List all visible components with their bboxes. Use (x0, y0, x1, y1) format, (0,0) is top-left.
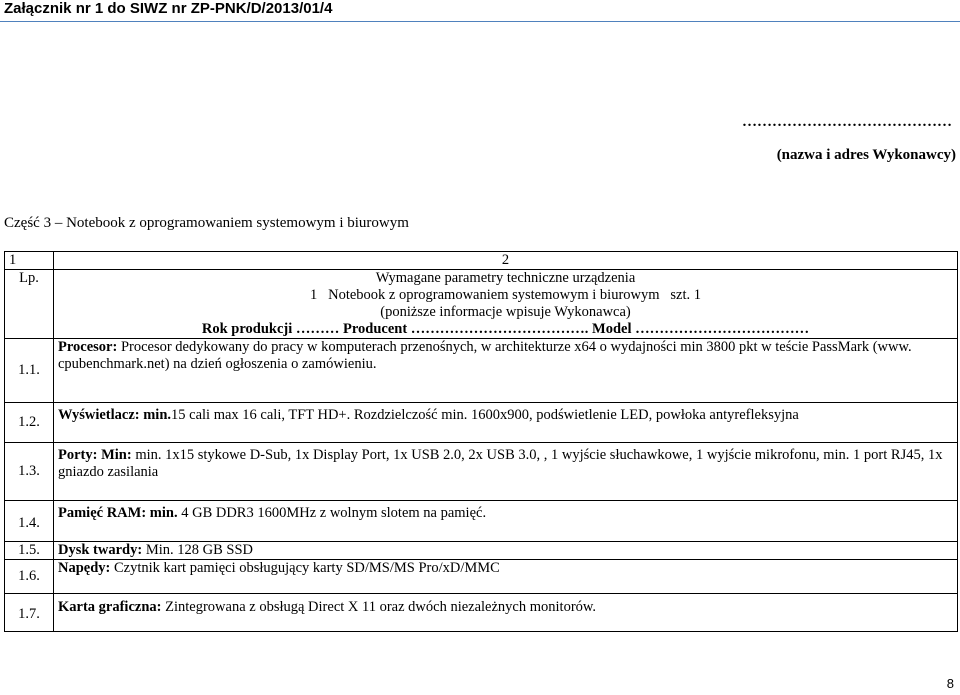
spec-text: Zintegrowana z obsługą Direct X 11 oraz dwóch niezależnych monitorów. (161, 599, 597, 615)
table-row (5, 443, 958, 501)
spec-label: Pamięć RAM: min. (58, 505, 178, 521)
contractor-label: (nazwa i adres Wykonawcy) (776, 147, 956, 163)
spec-text: Min. 128 GB SSD (142, 542, 253, 558)
spec-label: Wyświetlacz: min. (58, 407, 172, 423)
spec-label: Karta graficzna: (58, 599, 162, 615)
table-row (5, 594, 958, 632)
table-row (5, 339, 958, 403)
row-spec (54, 339, 958, 403)
col-number-2: 2 (54, 252, 958, 270)
spec-text: 15 cali max 16 cali, TFT HD+. Rozdzielczość min. 1600x900, podświetlenie LED, powłoka antyrefleksyjna (171, 407, 799, 423)
year-producer-model-line: Rok produkcji ……… Producent ………………………………. Model ……………………………… (201, 321, 810, 337)
table-row (5, 270, 958, 339)
spec-text: min. 1x15 stykowe D-Sub, 1x Display Port, 1x USB 2.0, 2x USB 3.0, , 1 wyjście słuchawkowe, 1 wyjście mikrofonu, min. 1 port RJ45, 1x gniazdo zasilania (58, 447, 943, 480)
document-header: Załącznik nr 1 do SIWZ nr ZP-PNK/D/2013/01/4 (4, 0, 333, 17)
spec-text: Czytnik kart pamięci obsługujący karty SD/MS/MS Pro/xD/MMC (110, 560, 500, 576)
row-lp: 1.4. (5, 501, 54, 542)
table-row (5, 560, 958, 594)
spec-label: Dysk twardy: (58, 542, 143, 558)
spec-label: Porty: Min: (58, 447, 132, 463)
row-spec (54, 443, 958, 501)
row-lp: 1.5. (5, 542, 54, 560)
row-lp: 1.1. (5, 339, 54, 403)
row-lp: 1.7. (5, 594, 54, 632)
contractor-dots: …………………………………… (742, 114, 952, 130)
row-spec (54, 501, 958, 542)
col-number-1: 1 (5, 252, 54, 270)
requirements-title: Wymagane parametry techniczne urządzenia (375, 270, 636, 286)
spec-text: 4 GB DDR3 1600MHz z wolnym slotem na pamięć. (177, 505, 487, 521)
header-rule (0, 21, 960, 22)
lp-header: Lp. (5, 270, 54, 339)
table-row (5, 252, 958, 270)
page-number: 8 (946, 676, 954, 691)
row-spec (54, 542, 958, 560)
spec-label: Napędy: (58, 560, 111, 576)
fill-note: (poniższe informacje wpisuje Wykonawca) (380, 304, 631, 320)
row-spec (54, 403, 958, 443)
row-spec (54, 594, 958, 632)
table-row (5, 403, 958, 443)
row-lp: 1.2. (5, 403, 54, 443)
row-spec (54, 560, 958, 594)
spec-label: Procesor: (58, 339, 118, 355)
table-row (5, 542, 958, 560)
part-title: Część 3 – Notebook z oprogramowaniem systemowym i biurowym (4, 215, 409, 231)
table-row (5, 501, 958, 542)
requirements-header (54, 270, 958, 339)
spec-table (4, 251, 958, 632)
row-lp: 1.6. (5, 560, 54, 594)
row-lp: 1.3. (5, 443, 54, 501)
item-title: 1 Notebook z oprogramowaniem systemowym i biurowym szt. 1 (309, 287, 702, 303)
spec-text: Procesor dedykowany do pracy w komputerach przenośnych, w architekturze x64 o wydajności min 3800 pkt w teście PassMark (www. cpubenchmark.net) na dzień ogłoszenia o zamówieniu. (58, 339, 912, 372)
